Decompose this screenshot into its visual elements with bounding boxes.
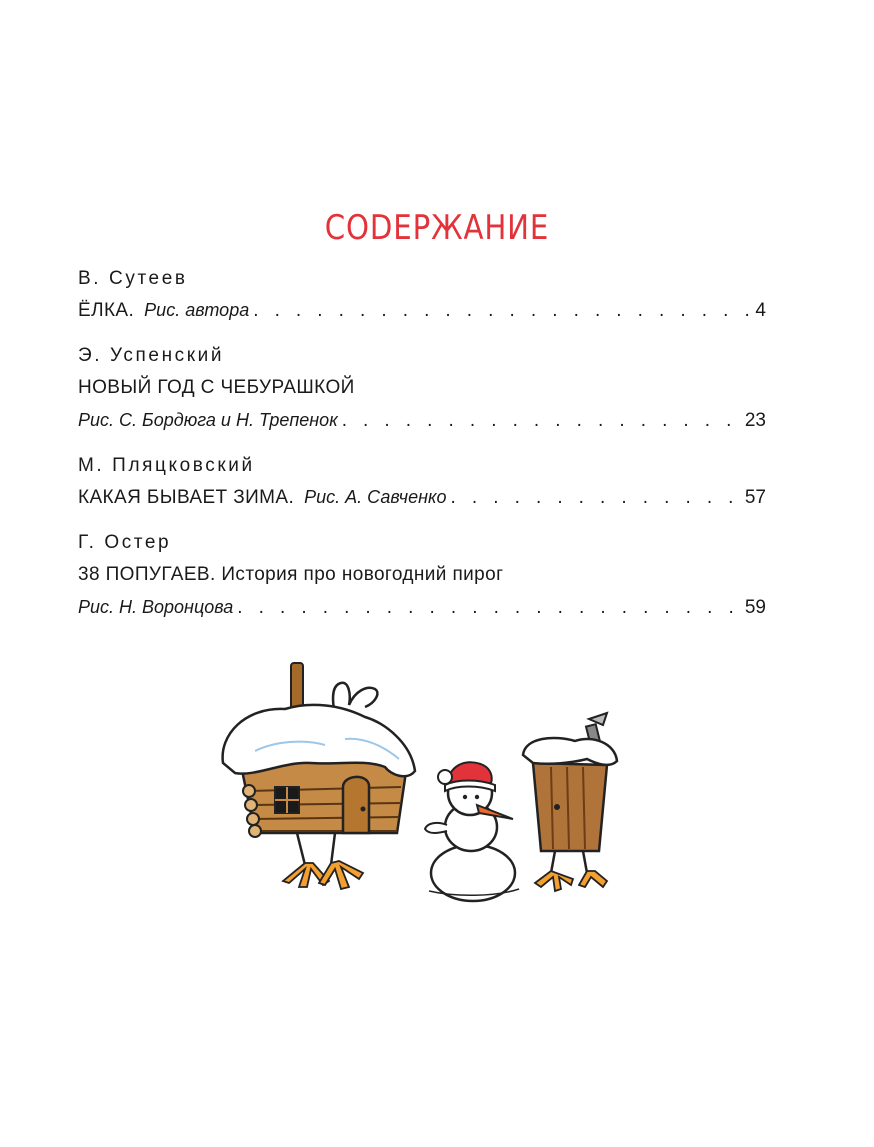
outhouse-on-chicken-legs-icon	[523, 713, 617, 891]
entry-line[interactable]	[78, 294, 766, 327]
entry-line[interactable]	[78, 481, 766, 514]
entry-work-title: 38 ПОПУГАЕВ. История про новогодний пирог	[78, 564, 504, 585]
entry-author: М. Пляцковский	[78, 455, 255, 476]
entry-work-title: КАКАЯ БЫВАЕТ ЗИМА.	[78, 487, 295, 508]
entry-illustrator: Рис. С. Бордюга и Н. Трепенок	[78, 410, 338, 430]
entry-page-number: 23	[744, 410, 766, 431]
dot-leader	[237, 591, 741, 624]
toc-entry-2	[78, 341, 766, 437]
log-hut-on-chicken-legs-icon	[223, 663, 415, 889]
entry-line	[78, 371, 766, 404]
entry-author: Э. Успенский	[78, 345, 225, 366]
entry-line[interactable]	[78, 404, 766, 437]
entry-page-number: 4	[755, 300, 766, 321]
table-of-contents	[78, 264, 766, 638]
entry-line	[78, 558, 766, 591]
dot-leader	[451, 481, 741, 514]
entry-author: Г. Остер	[78, 532, 172, 553]
toc-entry-4	[78, 528, 766, 624]
entry-illustrator: Рис. автора	[144, 300, 250, 320]
entry-page-number: 57	[744, 487, 766, 508]
entry-page-number: 59	[744, 597, 766, 618]
entry-author: В. Сутеев	[78, 268, 188, 289]
dot-leader	[342, 404, 741, 437]
toc-entry-3	[78, 451, 766, 514]
entry-work-title: ЁЛКА.	[78, 300, 135, 321]
entry-work-title: НОВЫЙ ГОД С ЧЕБУРАШКОЙ	[78, 377, 355, 398]
toc-entry-1	[78, 264, 766, 327]
entry-line[interactable]	[78, 591, 766, 624]
snowman-with-santa-hat-icon	[425, 762, 519, 901]
entry-illustrator: Рис. Н. Воронцова	[78, 597, 234, 617]
page-title: СОDЕРЖАНИЕ	[324, 208, 550, 248]
winter-illustration	[215, 655, 645, 905]
entry-illustrator: Рис. А. Савченко	[304, 487, 447, 507]
dot-leader	[253, 294, 751, 327]
